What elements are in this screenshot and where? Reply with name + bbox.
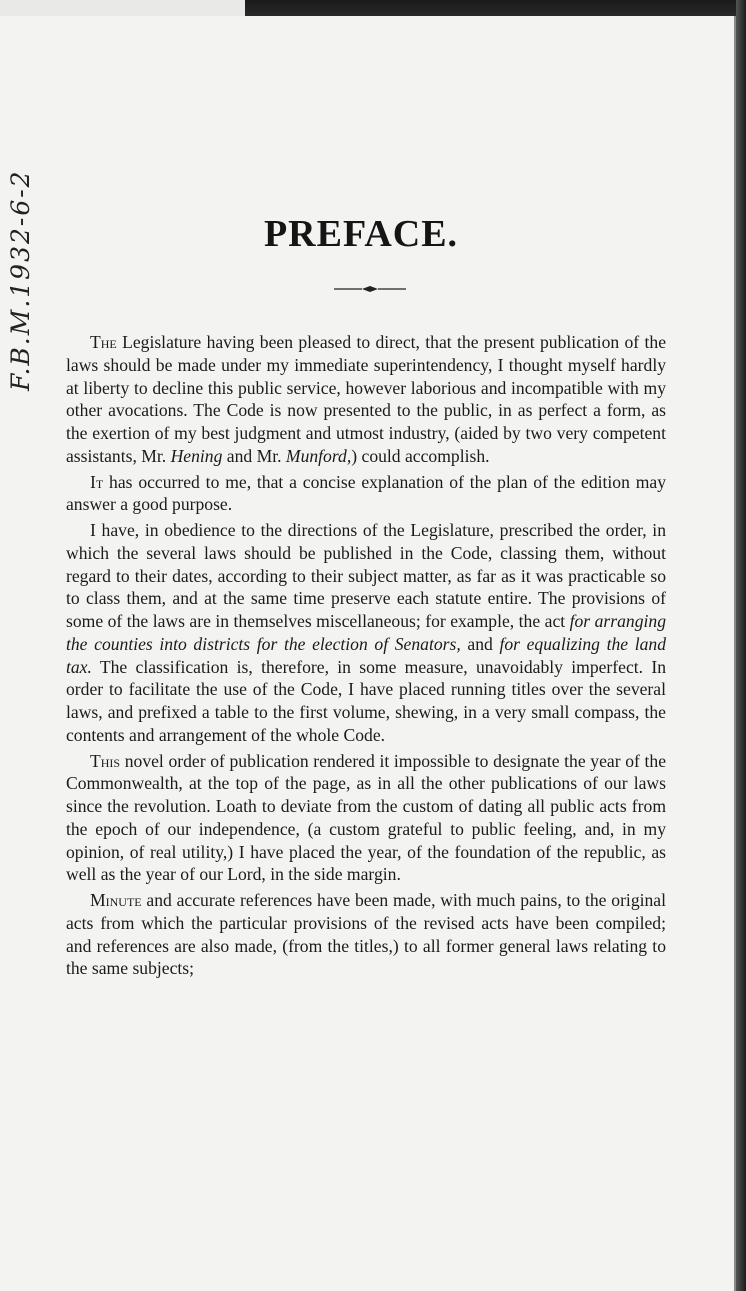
italic-text: for arranging the counties into districts for the election of Senators, <box>66 611 666 654</box>
text-run: Legislature having been pleased to direct, that the present publication of the laws should be made under my immediate superintendency, I thought myself hardly at liberty to decline this public service, however laborious and incompatible with my other avocations. The Code is now presented to the public, in as perfect a form, as the exertion of my best judgment and utmost industry, (aided by two very competent assistants, Mr. <box>66 332 666 466</box>
text-run: and <box>460 633 500 654</box>
paragraph <box>66 889 666 980</box>
margin-stamp: F.B.M.1932-6-2 <box>6 169 35 391</box>
paragraph <box>66 750 666 887</box>
italic-text: Hening <box>170 445 223 466</box>
paragraph-lead-word: This <box>90 750 121 771</box>
text-run: and Mr. <box>222 445 286 466</box>
italic-text: for equalizing the land tax. <box>66 633 666 677</box>
text-run: The classification is, therefore, in some measure, unavoidably imperfect. In order to facilitate the use of the Code, I have placed running titles over the several laws, and prefixed a table to the first volume, shewing, in a very small compass, the contents and arrangement of the whole Code. <box>66 656 666 745</box>
text-run: has occurred to me, that a concise explanation of the plan of the edition may answer a good purpose. <box>66 471 666 515</box>
text-run: and accurate references have been made, with much pains, to the original acts from which the particular provisions of the revised acts have been compiled; and references are also made, (from the titles,) to all former general laws relating to the same subjects; <box>66 890 666 979</box>
paragraph <box>66 519 666 747</box>
body-text <box>66 331 666 980</box>
paragraph-lead-word: It <box>90 471 104 492</box>
page-title: PREFACE. <box>263 213 459 255</box>
paragraph-lead-word: The <box>90 332 117 352</box>
paragraph <box>66 331 666 468</box>
text-run: novel order of publication rendered it impossible to designate the year of the Commonwealth, at the top of the page, as in all the other publications of our laws since the revolution. Loath to deviate from the custom of dating all public acts from the epoch of our independence, (a custom grateful to public feeling, and, in my opinion, of real utility,) I have placed the year, of the foundation of the republic, as well as the year of our Lord, in the side margin. <box>66 750 666 885</box>
document-page <box>0 16 736 1291</box>
text-run: I have, in obedience to the directions of the Legislature, prescribed the order, in which the several laws should be published in the Code, classing them, without regard to their dates, according to their subject matter, as far as it was practicable so to class them, and at the same time preserve each statute entire. The provisions of some of the laws are in themselves miscellaneous; for example, the act <box>66 520 666 631</box>
scan-top-strip <box>0 0 245 16</box>
ornament-divider <box>334 284 406 294</box>
italic-text: Munford, <box>285 445 352 466</box>
text-run: ) could accomplish. <box>351 445 490 466</box>
paragraph <box>66 471 666 517</box>
scan-right-edge <box>736 0 746 1291</box>
paragraph-lead-word: Minute <box>90 890 142 910</box>
